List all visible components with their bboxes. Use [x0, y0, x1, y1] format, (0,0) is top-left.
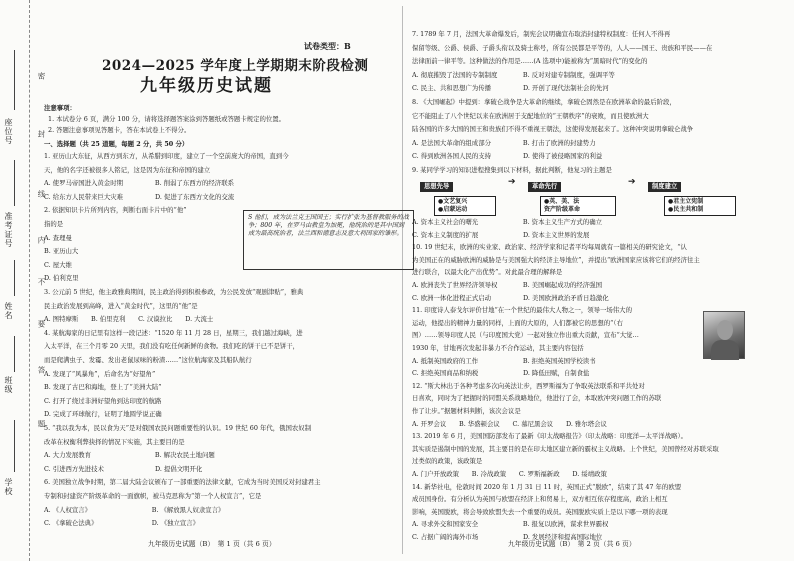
portrait-face: [717, 320, 733, 340]
question-line: A. 使罗马帝国进入黄金时期 B. 削弱了东西方的经济联系: [44, 179, 234, 188]
margin-write-line: [14, 50, 15, 110]
notice-heading: 注意事项：: [44, 104, 76, 112]
knowledge-card: [243, 210, 414, 270]
question-line: 为美国正在的威胁欧洲的威胁是与美国强大的经济主导地位”，并提出“欧洲国家应该将它们的经济往主: [412, 255, 700, 264]
question-line: 保留等级、公爵、侯爵、子爵头衔以及骑士称号，所有公民都是平等的，人人——国王、贵族和平民——在: [412, 43, 713, 52]
question-line: 天，他的名字还被很多人铭记，这是因为东征和帝国的建立: [44, 165, 211, 174]
question-line: A. 开罗会议 B. 华盛顿会议 C. 慕尼黑会议 D. 雅尔塔会议: [412, 419, 607, 428]
margin-label-exam-number: 准考证号: [4, 212, 13, 248]
exam-title: 2024—2025 学年度上学期期末阶段检测: [102, 58, 369, 74]
question-line: B. 亚历山大: [44, 247, 79, 256]
seal-word: 要: [37, 320, 46, 329]
notice-item: 2. 答题注意事项见答题卡，答在本试卷上不得分。: [48, 126, 191, 134]
seal-word: 封: [37, 130, 46, 139]
page-1: [44, 0, 409, 561]
question-line: D. 伯利克里: [44, 274, 79, 283]
arrow-right-icon: ➔: [628, 177, 636, 187]
question-line: C. 拒绝英国商品和纳税 D. 降低田赋，自制食盐: [412, 369, 590, 378]
question-line: C. 得到欧洲各国人民的支持 D. 使得了被侵略国家的利益: [412, 152, 603, 161]
exam-type: 试卷类型：B: [304, 41, 351, 51]
question-line: 专制和封建资产阶级革命的一面旗帜，被马克思称为“第一个人权宣言”，它是: [44, 492, 262, 500]
question-line: 图）……领导印度人民（与印度国大党）一起对独立作出重大贡献，宣布“大觉…: [412, 331, 639, 340]
margin-write-line: [14, 160, 15, 206]
flow-stage-2: 革命先行: [528, 182, 561, 192]
column-divider: [402, 6, 403, 554]
question-line: 13. 2019 年 6 月，美国国防部发布了最新《印太战略报告》（印太战略：印度洋—太平洋战略）。: [412, 432, 688, 441]
question-line: A. 资本主义社会的曙光 B. 资本主义生产方式的确立: [412, 218, 602, 226]
knowledge-card-text: S 他们，成为法兰克王国国王；实行扩张为基督教服务的战争；800 年，在罗马由教皇为加冕，他统治的是其中国到成为最高统治者，法兰西和德意志及意大利国家的雏形。: [248, 214, 409, 238]
page-footer: 九年级历史试题（B） 第 1 页（共 6 页）: [148, 540, 276, 548]
question-line: A. 查理曼: [44, 233, 72, 242]
question-line: 8. 《大国崛起》中提到：拿破仑战争是大革命的继续，拿破仑固然是在欧洲革命的最后阶段，: [412, 98, 676, 106]
question-line: 4. 某航海家的日记里有这样一段记述：“1520 年 11 月 28 日，星期三，我们越过海峡，进: [44, 328, 303, 337]
question-line: D. 完成了环球航行，证明了地圆学说正确: [44, 410, 162, 419]
page-2: [412, 0, 784, 561]
seal-word: 密: [37, 72, 46, 81]
question-line: 日喜欢，同时为了把握时的同盟关系战略地位，他进行了会，本取欧冲突问题工作的苏联: [412, 394, 662, 403]
flow-item: 资产阶级革命: [544, 206, 581, 213]
binding-margin: [0, 0, 30, 561]
question-line: A. 彻底摧毁了法国的专制制度 B. 反对对建专制制度，强调平等: [412, 70, 615, 79]
question-line: C. 给东方人民带来巨大灾难 D. 促进了东西方文化的交流: [44, 192, 235, 201]
question-line: 陆各国的许多大国的国王和贵族们不得不重视王朝法，这使得发展起来了。这种冲突说明拿破仑战争: [412, 125, 694, 134]
seal-word: 线: [37, 190, 46, 199]
question-line: 3. 公元前 5 世纪，他主政雅典期间，民主政治得到积极参政，为公民发放“观剧津贴”，雅典: [44, 288, 304, 296]
question-line: 进行联合，以最大化产出优势”。对此最合理的解释是: [412, 268, 563, 277]
margin-label-school: 学校: [4, 478, 13, 496]
question-line: 改革在权衡利弊抉择的情况下实施，其主要目的是: [44, 437, 185, 446]
seal-word: 题: [37, 420, 46, 429]
flow-item: ●君主立宪制: [668, 198, 704, 205]
question-line: 1. 亚历山大东征，从西方到东方，从希腊到印度，建立了一个空前庞大的帝国，直到今: [44, 152, 289, 160]
flow-item: ●文艺复兴: [438, 198, 468, 205]
question-line: C. 引进西方先进技术 D. 提倡文明开化: [44, 464, 203, 473]
question-line: 9. 某同学学习的知识进程搜集到以下材料，据此判断，他复习的主题是: [412, 166, 612, 174]
question-line: A. 图特摩斯 B. 伯里克利 C. 汉谟拉比 D. 大流士: [44, 315, 214, 324]
question-line: C. 占据广阔的海外市场 D. 发展经济和提高国际地位: [412, 533, 603, 541]
flow-box-1: [434, 196, 496, 216]
question-line: B. 发现了古巴和海地，登上了“美洲大陆”: [44, 383, 162, 392]
question-line: 7. 1789 年 7 月，法国大革命爆发后，制宪会议明确宣布取消封建特权制度：任何人不得再: [412, 30, 671, 38]
question-line: 影响，英国脱欧，将会导致欧盟失去一个重要的成员。英国脱欧实质上是以下哪一项的表现: [412, 507, 668, 516]
question-line: 12. “斯大林出于各种考虑多次向英法让步，西罗斯福为了争取英法联系和平共处对: [412, 381, 645, 390]
question-line: 而是爬满虫子、发霉、发出老鼠尿味的粉渣……”这位航海家及其船队航行: [44, 356, 252, 364]
question-line: A. 是法国大革命的组成部分 B. 打击了欧洲的封建势力: [412, 138, 596, 147]
flow-item: ●民主共和制: [668, 206, 704, 213]
question-line: 成员国身份。有分析认为英国与欧盟在经济上和贸易上，双方相互依存程度高，政治上相互: [412, 495, 668, 504]
question-line: 法律面前一律平等。这种做法的作用是……(A 选项中)能被称为“黑暗时代”的变化的: [412, 57, 648, 66]
arrow-right-icon: ➔: [508, 177, 516, 187]
page-footer: 九年级历史试题（B） 第 2 页（共 6 页）: [508, 540, 636, 548]
question-line: 入太平洋，在三个月零 20 天里，我们没有吃任何新鲜的食物。我们吃的饼干已不是饼干，: [44, 342, 300, 351]
question-line: A. 发现了“风暴角”，后命名为“好望角”: [44, 369, 156, 378]
question-line: 10. 19 世纪末，欧洲的实业家、政治家、经济学家和记者平均每周就有一篇相关的研究论文，“认: [412, 243, 687, 252]
seal-word: 答: [37, 366, 46, 375]
question-line: 民主政治发展到高峰，进入“黄金时代”，这里的“他”是: [44, 301, 198, 310]
flow-item: ●英、美、法: [544, 198, 580, 205]
gandhi-portrait: [703, 311, 745, 359]
margin-label-seat: 座位号: [4, 118, 13, 145]
flow-diagram: [416, 177, 756, 236]
margin-write-line: [14, 260, 15, 296]
question-line: 其实质是遏制中国的发展，其主要目的是在印太地区建立新的霸权主义战略。上个世纪，美国曾经对苏联采取: [412, 444, 719, 453]
seal-word: 不: [37, 278, 46, 287]
question-line: C. 《拿破仑法典》 D. 《独立宣言》: [44, 519, 200, 528]
question-line: A. 抵制英国政府的工作 B. 拒绝英国英国学校读书: [412, 356, 596, 365]
question-line: 作了让步。”据题材料判断，该次会议是: [412, 407, 521, 415]
question-line: C. 欧洲一体化进程正式启动 D. 美国欧洲政治矛盾日趋激化: [412, 293, 609, 302]
question-line: A. 门户开放政策 B. 冷战政策 C. 罗斯福新政 D. 绥靖政策: [412, 470, 607, 478]
question-line: 指的是: [44, 220, 64, 228]
question-line: 2. 依据知识卡片所列内容，判断右面卡片中的“他”: [44, 206, 187, 215]
question-line: 运动，他提出的精神力量的同样，上面的大原的，人们都被它的思想的“（右: [412, 318, 623, 327]
margin-write-line: [14, 336, 15, 372]
question-line: A. 《人权宣言》 B. 《解放黑人奴隶宣言》: [44, 505, 225, 514]
question-line: 1930 年，甘地再次发起非暴力不合作运动，其主要内容包括: [412, 344, 584, 352]
flow-item: ●启蒙运动: [438, 206, 468, 213]
question-line: 5. “我以我为本，民以食为天”是对俄国农民问题重要性的认识。19 世纪 60 年代，俄国农奴制: [44, 424, 312, 432]
question-line: A. 欧洲丧失了世界经济领导权 B. 美国崛起成功的经济强国: [412, 281, 602, 289]
margin-label-name: 姓名: [4, 302, 13, 320]
question-line: 过类似的政策，该政策是: [412, 457, 483, 466]
flow-stage-3: 制度建立: [648, 182, 681, 192]
flow-stage-1: 思想先导: [420, 182, 453, 192]
question-line: 6. 美国独立战争时期，第二届大陆会议颁布了一部重要的法律文献，它成为当时美国反对封建君主: [44, 478, 321, 487]
question-line: C. 民主、共和思想广为传播 D. 开创了现代法制社会的先河: [412, 84, 609, 93]
question-line: C. 资本主义制度的扩展 D. 资本主义世界的发展: [412, 230, 590, 239]
margin-write-line: [14, 420, 15, 472]
question-line: C. 屋大维: [44, 260, 72, 269]
question-line: 11. 印度诗人泰戈尔评价甘地“在一个世纪的最伟大人物之一，领导一场伟大的: [412, 306, 632, 315]
question-line: A. 寻求外交和国家安全 B. 报复以欧洲，谋求世界霸权: [412, 520, 609, 529]
flow-box-3: [664, 196, 736, 216]
notice-item: 1. 本试卷分 6 页，满分 100 分，请将选择题答案涂到答题纸或答题卡规定的位置。: [48, 115, 286, 123]
subject-title: 九年级历史试题: [140, 76, 273, 96]
question-line: C. 打开了绕过非洲好望角到达印度的航路: [44, 396, 162, 405]
question-line: 它不能阻止了八个世纪以来在欧洲居于支配地位的“王朝秩序”的衰败，而且使欧洲大: [412, 111, 649, 120]
question-line: A. 大力发展教育 B. 解决农民土地问题: [44, 451, 215, 460]
seal-word: 内: [37, 236, 46, 245]
flow-box-2: [540, 196, 616, 216]
portrait-body: [711, 340, 739, 360]
section-heading: 一、选择题（共 25 道题，每题 2 分，共 50 分）: [44, 140, 189, 148]
margin-label-class: 班级: [4, 376, 13, 394]
question-line: 14. 新华社电，伦敦时间 2020 年 1 月 31 日 11 时，英国正式“脱欧”，结束了其 47 年的欧盟: [412, 482, 682, 491]
